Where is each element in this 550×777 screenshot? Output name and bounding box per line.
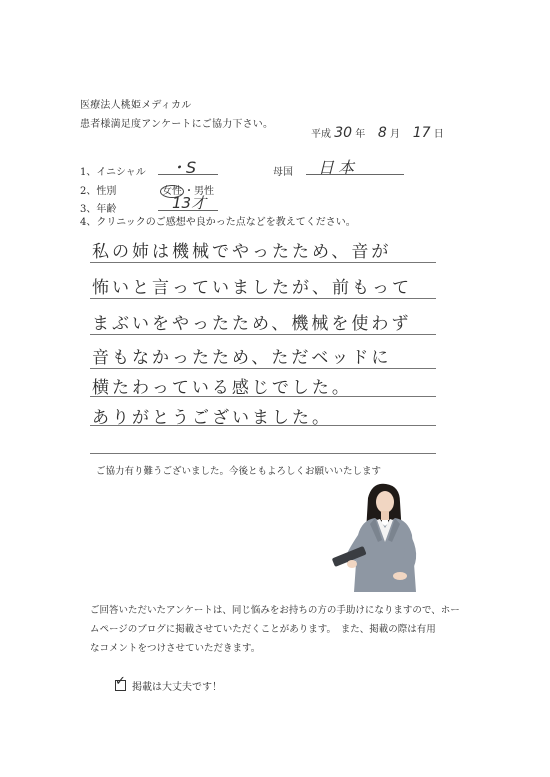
survey-request: 患者様満足度アンケートにご協力下さい。 (80, 119, 274, 130)
answer-rule-6 (90, 425, 436, 426)
initial-value: ・S (170, 158, 197, 177)
answer-line-3: まぶいをやったため、機械を使わず (92, 314, 412, 334)
country-underline (306, 174, 404, 175)
businesswoman-illustration (330, 480, 440, 595)
age-value: 13才 (172, 194, 207, 212)
answer-line-1: 私の姉は機械でやったため、音が (92, 242, 392, 262)
answer-rule-5 (90, 396, 436, 397)
answer-line-6: ありがとうございました。 (92, 408, 332, 428)
age-underline (158, 210, 218, 211)
answer-rule-7 (90, 453, 436, 454)
answer-line-2: 怖いと言っていましたが、前もって (92, 278, 412, 298)
notice-line-2: ムページのブログに掲載させていただくことがあります。 また、掲載の際は有用 (90, 624, 436, 635)
country-label: 母国 (273, 167, 293, 178)
initial-underline (158, 174, 218, 175)
thank-you-message: ご協力有り難うございました。今後ともよろしくお願いいたします (96, 466, 382, 477)
comment-label: 4、クリニックのご感想や良かった点などを教えてください。 (80, 217, 356, 228)
clinic-name: 医療法人桃姫メディカル (80, 100, 192, 111)
notice-line-1: ご回答いただいたアンケートは、同じ悩みをお持ちの方の手助けになりますので、ホー (90, 605, 460, 616)
answer-line-5: 横たわっている感じでした。 (92, 378, 352, 398)
checkmark-icon: ✓ (115, 674, 126, 689)
consent-label: 掲載は大丈夫です！ (132, 682, 222, 693)
date-era: 平成 (311, 129, 331, 140)
date-month-unit: 月 (390, 129, 401, 140)
date-month: 8 (377, 125, 387, 141)
date-day-unit: 日 (433, 129, 444, 140)
publish-consent (115, 674, 222, 693)
date-year-unit: 年 (355, 129, 366, 140)
gender-male: 男性 (194, 186, 214, 197)
answer-rule-4 (90, 368, 436, 369)
consent-checkbox[interactable] (115, 674, 126, 691)
age-label: 3、年齢 (80, 204, 117, 215)
publication-notice (90, 601, 470, 658)
date-day: 17 (412, 125, 431, 141)
initial-label: 1、イニシャル (80, 167, 146, 178)
country-value: 日本 (318, 158, 359, 177)
gender-female-selected: 女性 (162, 186, 182, 197)
date-year: 30 (334, 125, 353, 141)
answer-line-4: 音もなかったため、ただベッドに (92, 348, 392, 368)
gender-label: 2、性別 (80, 186, 117, 197)
answer-rule-1 (90, 262, 436, 263)
answer-rule-3 (90, 334, 436, 335)
notice-line-3: なコメントをつけさせていただきます。 (90, 643, 261, 654)
gender-separator: ・ (184, 186, 194, 197)
answer-rule-2 (90, 298, 436, 299)
survey-date (311, 125, 444, 141)
